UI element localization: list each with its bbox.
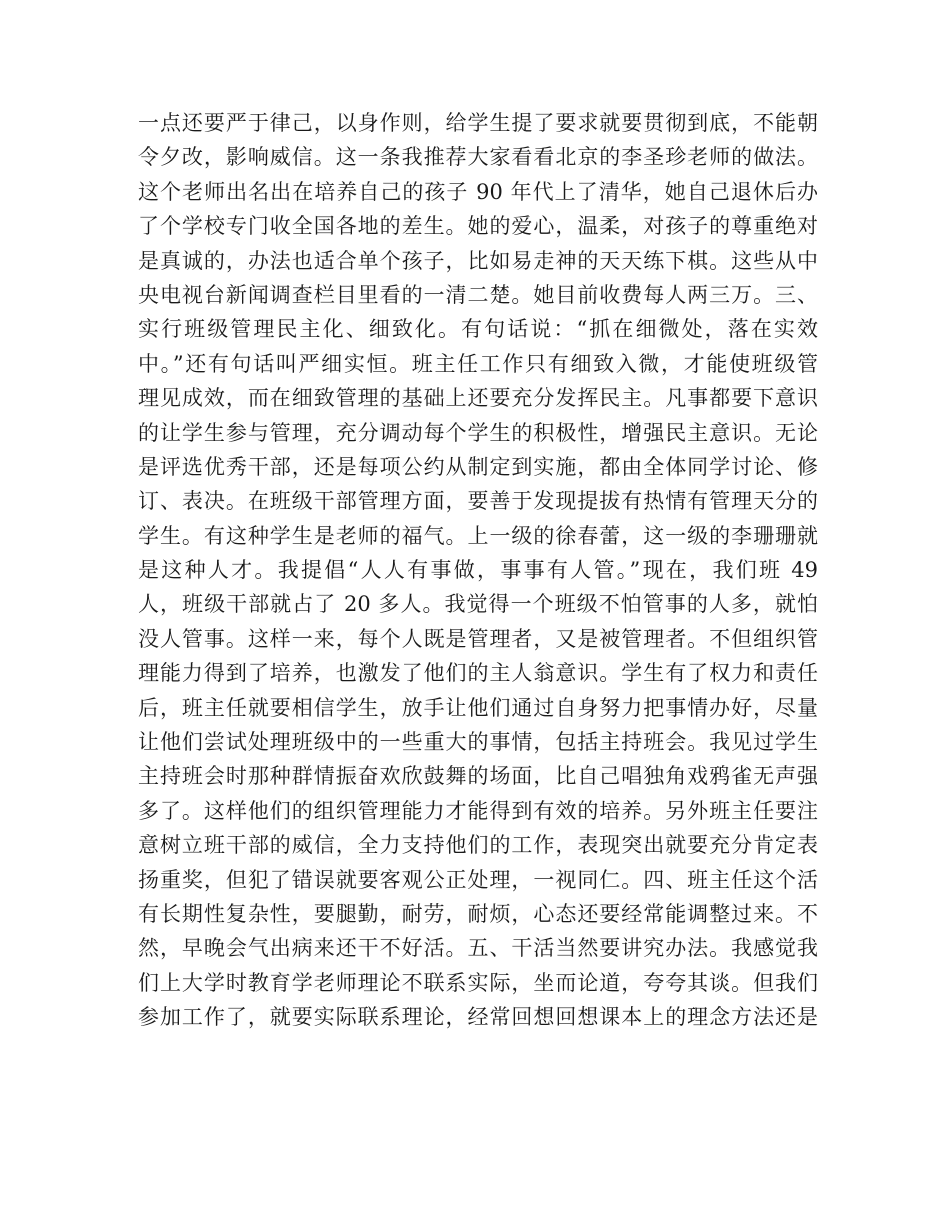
- text-line: 理见成效，而在细致管理的基础上还要充分发挥民主。凡事都要下意识: [138, 386, 818, 411]
- text-line: 中。”还有句话叫严细实恒。班主任工作只有细致入微，才能使班级管: [138, 351, 818, 376]
- text-line: 是真诚的，办法也适合单个孩子，比如易走神的天天练下棋。这些从中: [138, 248, 818, 273]
- text-line: 参加工作了，就要实际联系理论，经常回想回想课本上的理念方法还是: [138, 1005, 818, 1030]
- text-line: 让他们尝试处理班级中的一些重大的事情，包括主持班会。我见过学生: [138, 730, 818, 755]
- text-line: 扬重奖，但犯了错误就要客观公正处理，一视同仁。四、班主任这个活: [138, 867, 818, 892]
- text-line: 是这种人才。我提倡“人人有事做，事事有人管。”现在，我们班 49: [138, 558, 818, 583]
- text-line: 是评选优秀干部，还是每项公约从制定到实施，都由全体同学讨论、修: [138, 454, 818, 479]
- text-line: 主持班会时那种群情振奋欢欣鼓舞的场面，比自己唱独角戏鸦雀无声强: [138, 764, 818, 789]
- text-line: 的让学生参与管理，充分调动每个学生的积极性，增强民主意识。无论: [138, 420, 818, 445]
- text-line: 学生。有这种学生是老师的福气。上一级的徐春蕾，这一级的李珊珊就: [138, 523, 818, 548]
- text-line: 央电视台新闻调查栏目里看的一清二楚。她目前收费每人两三万。三、: [138, 282, 818, 307]
- text-line: 令夕改，影响威信。这一条我推荐大家看看北京的李圣珍老师的做法。: [138, 145, 818, 170]
- text-line: 后，班主任就要相信学生，放手让他们通过自身努力把事情办好，尽量: [138, 695, 818, 720]
- text-line: 理能力得到了培养，也激发了他们的主人翁意识。学生有了权力和责任: [138, 661, 818, 686]
- text-line: 意树立班干部的威信，全力支持他们的工作，表现突出就要充分肯定表: [138, 833, 818, 858]
- text-line: 这个老师出名出在培养自己的孩子 90 年代上了清华，她自己退休后办: [138, 179, 818, 204]
- text-line: 订、表决。在班级干部管理方面，要善于发现提拔有热情有管理天分的: [138, 489, 818, 514]
- text-line: 有长期性复杂性，要腿勤，耐劳，耐烦，心态还要经常能调整过来。不: [138, 901, 818, 926]
- text-line: 一点还要严于律己，以身作则，给学生提了要求就要贯彻到底，不能朝: [138, 111, 818, 135]
- text-line: 实行班级管理民主化、细致化。有句话说：“抓在细微处，落在实效: [138, 317, 818, 342]
- text-line: 人，班级干部就占了 20 多人。我觉得一个班级不怕管事的人多，就怕: [138, 592, 818, 617]
- text-line: 了个学校专门收全国各地的差生。她的爱心，温柔，对孩子的尊重绝对: [138, 214, 818, 239]
- text-line: 们上大学时教育学老师理论不联系实际，坐而论道，夸夸其谈。但我们: [138, 970, 818, 995]
- text-line: 没人管事。这样一来，每个人既是管理者，又是被管理者。不但组织管: [138, 626, 818, 651]
- text-line: 然，早晚会气出病来还干不好活。五、干活当然要讲究办法。我感觉我: [138, 936, 818, 961]
- body-text: [138, 106, 818, 1035]
- text-line: 多了。这样他们的组织管理能力才能得到有效的培养。另外班主任要注: [138, 798, 818, 823]
